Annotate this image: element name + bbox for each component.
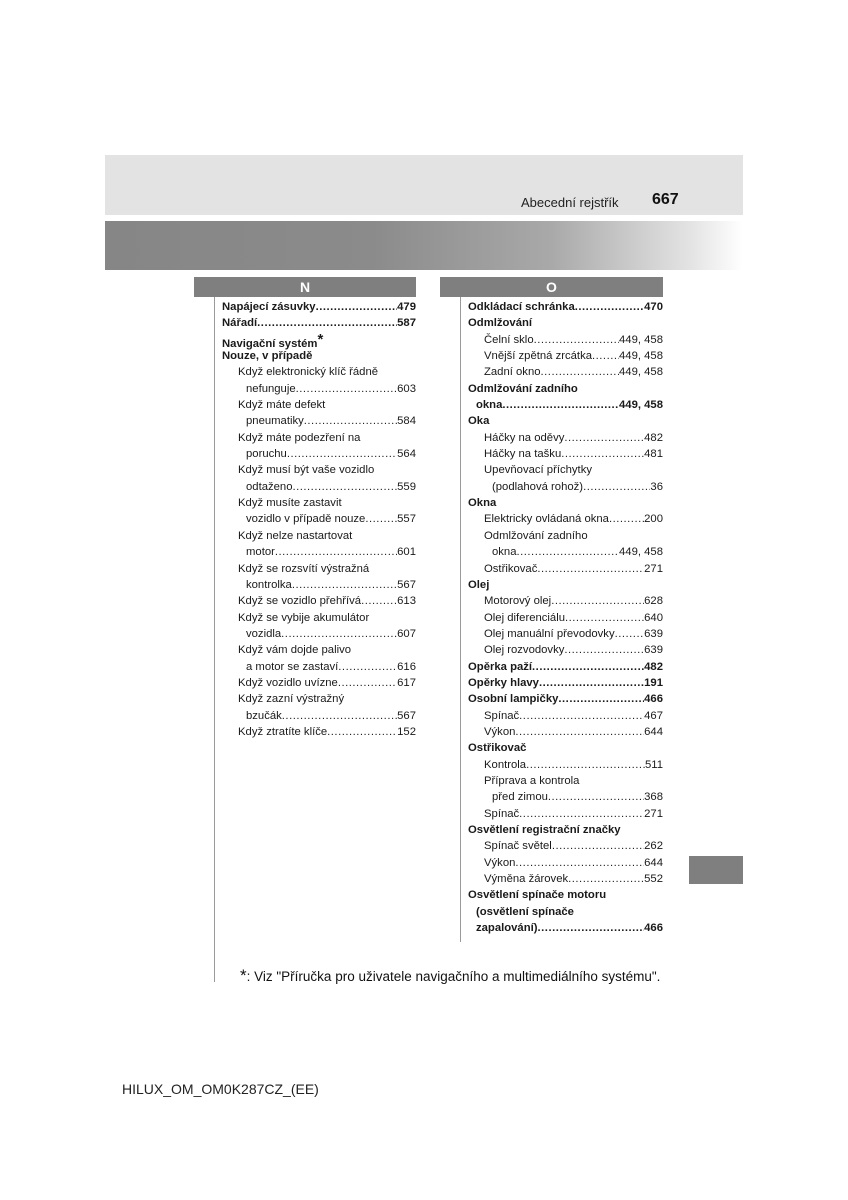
dot-leader <box>541 364 619 380</box>
entry-label: bzučák <box>246 709 282 722</box>
index-entry <box>468 659 663 675</box>
entry-label: Výkon <box>484 725 516 738</box>
entry-page: 479 <box>397 301 416 313</box>
entry-page: 628 <box>644 595 663 608</box>
dot-leader <box>526 757 645 773</box>
entry-page: 466 <box>644 693 663 706</box>
entry-label: Když ztratíte klíče <box>238 725 328 738</box>
index-entry <box>222 708 416 724</box>
dot-leader <box>292 577 397 593</box>
index-entry <box>468 642 663 658</box>
entry-label: Kontrola <box>484 758 527 771</box>
dot-leader <box>296 381 398 397</box>
entry-label: Napájecí zásuvky <box>222 301 316 313</box>
index-entry <box>468 332 663 348</box>
dot-leader <box>534 332 619 348</box>
entry-page: 567 <box>397 578 416 591</box>
entry-page: 152 <box>397 725 416 738</box>
index-entry <box>222 642 416 658</box>
index-entry <box>468 544 663 560</box>
dot-leader <box>338 659 397 675</box>
entry-page: 482 <box>644 431 663 444</box>
dot-leader <box>583 479 650 495</box>
entry-page: 557 <box>397 513 416 526</box>
index-entry <box>468 511 663 527</box>
entry-page: 191 <box>644 676 663 689</box>
entry-page: 482 <box>644 660 663 673</box>
dot-leader <box>281 626 397 642</box>
entry-label: Nářadí <box>222 317 258 330</box>
dot-leader <box>548 789 644 805</box>
index-entry <box>468 479 663 495</box>
entry-label: Když vám dojde palivo <box>238 644 352 657</box>
entry-page: 449, 458 <box>619 366 663 379</box>
entry-label: Když musí být vaše vozidlo <box>238 464 375 477</box>
entry-page: 644 <box>644 725 663 738</box>
entry-label: Když se vozidlo přehřívá <box>238 595 362 608</box>
entry-label: a motor se zastaví <box>246 660 339 673</box>
index-entry <box>468 920 663 936</box>
index-entry <box>222 315 416 331</box>
entry-label: (podlahová rohož) <box>492 480 584 493</box>
entry-label: Když nelze nastartovat <box>238 529 353 542</box>
index-entry <box>222 413 416 429</box>
entry-label: Okna <box>468 497 497 510</box>
index-entry <box>468 413 663 429</box>
entry-page: 467 <box>644 709 663 722</box>
index-entry <box>468 855 663 871</box>
dot-leader <box>257 315 397 331</box>
entry-label: Ostřikovač <box>484 562 538 575</box>
entry-label: Odmlžování zadního <box>468 382 578 395</box>
index-entry <box>222 348 416 364</box>
entry-label: před zimou <box>492 791 548 804</box>
entry-page: 613 <box>397 595 416 608</box>
entry-page: 639 <box>644 627 663 640</box>
index-entry <box>468 675 663 691</box>
entry-page: 607 <box>397 627 416 640</box>
index-entry <box>222 511 416 527</box>
column-header-o: O <box>440 277 663 297</box>
entry-label: zapalování) <box>476 922 538 935</box>
index-entry <box>468 397 663 413</box>
dot-leader <box>304 413 397 429</box>
entry-label: nefunguje <box>246 382 296 395</box>
index-entry <box>222 397 416 413</box>
dot-leader <box>292 479 397 495</box>
dot-leader <box>609 511 644 527</box>
index-entry <box>222 626 416 642</box>
footnote-star: * <box>240 966 247 985</box>
entry-page: 470 <box>644 301 663 313</box>
entry-label: Odmlžování zadního <box>484 529 588 542</box>
dot-leader <box>564 430 644 446</box>
index-entry <box>222 610 416 626</box>
index-entry <box>468 708 663 724</box>
dot-leader <box>519 806 644 822</box>
dot-leader <box>558 691 644 707</box>
entry-page: 584 <box>397 415 416 428</box>
dot-leader <box>568 871 644 887</box>
index-column-n <box>222 299 416 740</box>
index-entry <box>222 577 416 593</box>
entry-label: Oka <box>468 415 490 428</box>
entry-label: Osvětlení spínače motoru <box>468 889 607 902</box>
entry-label: Háčky na tašku <box>484 448 562 461</box>
dot-leader <box>592 348 619 364</box>
page-title: Abecední rejstřík <box>521 195 619 210</box>
entry-label: Čelní sklo <box>484 333 534 346</box>
index-entry <box>222 332 416 348</box>
entry-label: Odkládací schránka <box>468 301 575 313</box>
index-entry <box>222 381 416 397</box>
entry-label: Výkon <box>484 856 516 869</box>
entry-label: Když máte podezření na <box>238 431 361 444</box>
entry-label: Když elektronický klíč řádně <box>238 366 379 379</box>
index-entry <box>468 904 663 920</box>
header-band <box>105 155 743 215</box>
footnote-text: : Viz "Příručka pro uživatele navigačního a multimediálního systému". <box>246 969 661 984</box>
index-entry <box>222 724 416 740</box>
entry-label: pneumatiky <box>246 415 304 428</box>
entry-label: Spínač světel <box>484 840 552 853</box>
index-entry <box>222 299 416 315</box>
index-entry <box>468 348 663 364</box>
chapter-tab <box>689 856 743 884</box>
document-code: HILUX_OM_OM0K287CZ_(EE) <box>122 1081 319 1097</box>
entry-page: 200 <box>644 513 663 526</box>
index-entry <box>468 773 663 789</box>
index-entry <box>222 479 416 495</box>
entry-page: 559 <box>397 480 416 493</box>
entry-label: motor <box>246 546 275 559</box>
entry-label: Když vozidlo uvízne <box>238 676 338 689</box>
entry-page: 368 <box>644 791 663 804</box>
entry-page: 601 <box>397 546 416 559</box>
index-entry <box>468 381 663 397</box>
entry-page: 449, 458 <box>619 546 663 559</box>
entry-label: Opěrka paží <box>468 660 533 673</box>
entry-label: Olej <box>468 578 490 591</box>
dot-leader <box>287 446 397 462</box>
entry-label: okna <box>492 546 517 559</box>
entry-label: Zadní okno <box>484 366 541 379</box>
entry-label: Odmlžování <box>468 317 533 330</box>
index-entry <box>468 528 663 544</box>
entry-label: Příprava a kontrola <box>484 774 580 787</box>
index-entry <box>468 495 663 511</box>
index-entry <box>468 462 663 478</box>
index-entry <box>468 871 663 887</box>
entry-label: Když zazní výstražný <box>238 693 345 706</box>
entry-label: Když se vybije akumulátor <box>238 611 370 624</box>
index-entry <box>222 659 416 675</box>
dot-leader <box>561 446 644 462</box>
dot-leader <box>316 299 398 315</box>
dot-leader <box>327 724 397 740</box>
entry-label: Spínač <box>484 709 520 722</box>
entry-label: Když musíte zastavit <box>238 497 342 510</box>
index-entry <box>222 528 416 544</box>
dot-leader <box>532 659 644 675</box>
index-entry <box>222 593 416 609</box>
dot-leader <box>615 626 645 642</box>
dot-leader <box>537 561 644 577</box>
index-entry <box>222 430 416 446</box>
dot-leader <box>282 708 397 724</box>
index-entry <box>222 462 416 478</box>
dot-leader <box>515 724 644 740</box>
index-entry <box>468 740 663 756</box>
column-divider <box>214 297 215 982</box>
entry-label: poruchu <box>246 448 287 461</box>
index-column-o <box>468 299 663 936</box>
entry-page: 644 <box>644 856 663 869</box>
entry-label: Když máte defekt <box>238 399 326 412</box>
index-entry <box>222 446 416 462</box>
entry-page: 617 <box>397 676 416 689</box>
dot-leader <box>275 544 397 560</box>
dot-leader <box>517 544 620 560</box>
entry-label: Olej manuální převodovky <box>484 627 615 640</box>
index-entry <box>468 838 663 854</box>
section-bar <box>105 221 743 270</box>
entry-label: (osvětlení spínače <box>476 905 574 918</box>
entry-label: Nouze, v případě <box>222 350 313 363</box>
dot-leader <box>365 511 397 527</box>
entry-label: okna <box>476 399 503 412</box>
index-entry <box>468 610 663 626</box>
index-entry <box>468 724 663 740</box>
entry-page: 567 <box>397 709 416 722</box>
dot-leader <box>538 920 645 936</box>
index-entry <box>468 626 663 642</box>
index-entry <box>468 446 663 462</box>
index-entry <box>468 887 663 903</box>
entry-page: 466 <box>644 922 663 935</box>
entry-label: Upevňovací příchytky <box>484 464 592 477</box>
entry-page: 262 <box>644 840 663 853</box>
entry-label: Spínač <box>484 807 520 820</box>
index-entry <box>222 561 416 577</box>
dot-leader <box>519 708 644 724</box>
entry-label: vozidla <box>246 627 282 640</box>
entry-label: Navigační systém <box>222 337 318 350</box>
footnote-marker: * <box>317 330 324 348</box>
dot-leader <box>338 675 397 691</box>
dot-leader <box>552 838 644 854</box>
entry-page: 640 <box>644 611 663 624</box>
column-divider <box>460 297 461 942</box>
index-entry <box>468 789 663 805</box>
dot-leader <box>502 397 619 413</box>
index-entry <box>468 561 663 577</box>
index-entry <box>468 757 663 773</box>
dot-leader <box>515 855 644 871</box>
entry-label: Háčky na oděvy <box>484 431 565 444</box>
index-entry <box>468 691 663 707</box>
entry-label: Osvětlení registrační značky <box>468 824 621 836</box>
dot-leader <box>565 610 644 626</box>
footnote <box>240 966 660 986</box>
dot-leader <box>564 642 644 658</box>
entry-label: Když se rozsvítí výstražná <box>238 562 370 575</box>
index-entry <box>468 593 663 609</box>
dot-leader <box>551 593 644 609</box>
entry-page: 449, 458 <box>619 350 663 363</box>
entry-label: Olej diferenciálu <box>484 611 566 624</box>
index-entry <box>222 675 416 691</box>
index-entry <box>468 430 663 446</box>
entry-label: Motorový olej <box>484 595 552 608</box>
index-entry <box>222 691 416 707</box>
entry-page: 511 <box>644 758 663 771</box>
dot-leader <box>361 593 397 609</box>
entry-label: Vnější zpětná zrcátka <box>484 350 593 363</box>
index-entry <box>222 495 416 511</box>
column-header-n: N <box>194 277 416 297</box>
entry-page: 271 <box>644 562 663 575</box>
entry-label: odtaženo <box>246 480 293 493</box>
entry-label: vozidlo v případě nouze <box>246 513 366 526</box>
index-entry <box>468 299 663 315</box>
entry-page: 552 <box>644 873 663 886</box>
index-entry <box>468 822 663 838</box>
entry-page: 639 <box>644 644 663 657</box>
dot-leader <box>575 299 644 315</box>
entry-page: 587 <box>397 317 416 330</box>
entry-label: Elektricky ovládaná okna <box>484 513 609 526</box>
index-entry <box>468 364 663 380</box>
entry-page: 616 <box>397 660 416 673</box>
index-entry <box>222 544 416 560</box>
entry-label: kontrolka <box>246 578 292 591</box>
page-number: 667 <box>652 191 679 208</box>
entry-page: 449, 458 <box>619 399 663 412</box>
index-entry <box>468 577 663 593</box>
entry-label: Osobní lampičky <box>468 693 559 706</box>
entry-label: Výměna žárovek <box>484 873 569 886</box>
entry-page: 36 <box>650 480 663 493</box>
entry-label: Ostřikovač <box>468 742 527 755</box>
entry-page: 449, 458 <box>619 333 663 346</box>
index-entry <box>468 806 663 822</box>
dot-leader <box>539 675 644 691</box>
entry-page: 271 <box>644 807 663 820</box>
index-entry <box>468 315 663 331</box>
entry-page: 564 <box>397 448 416 461</box>
entry-page: 481 <box>644 448 663 461</box>
entry-label: Opěrky hlavy <box>468 676 539 689</box>
entry-label: Olej rozvodovky <box>484 644 565 657</box>
entry-page: 603 <box>397 382 416 395</box>
index-entry <box>222 364 416 380</box>
